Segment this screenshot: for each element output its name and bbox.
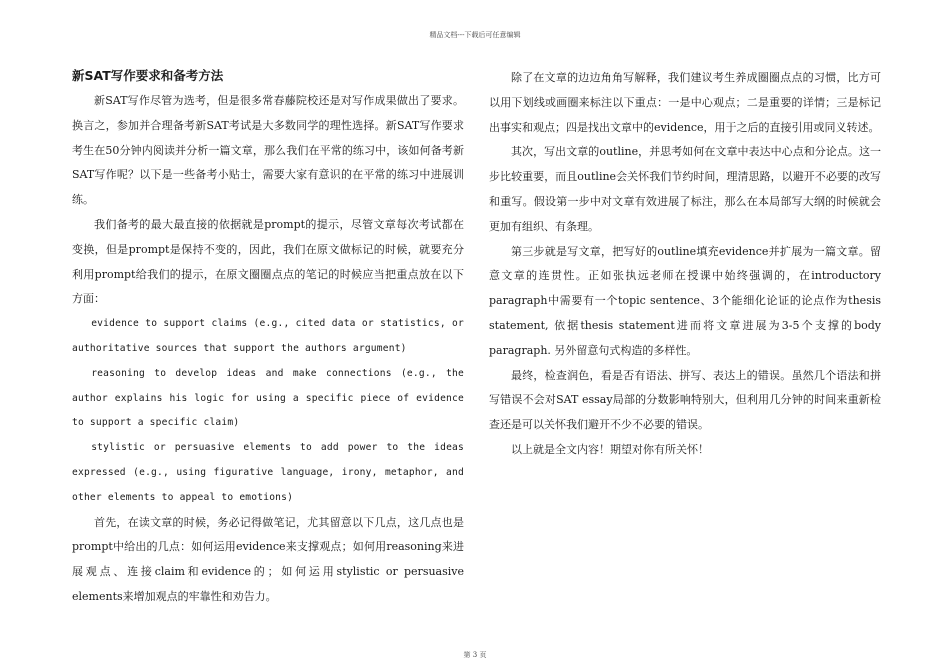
paragraph-proofread: 最终，检查润色，看是否有语法、拼写、表达上的错误。虽然几个语法和拼写错误不会对SAT essay局部的分数影响特别大，但利用几分钟的时间来重新检查还是可以关怀我们避开不少不必要的错误。: [489, 368, 881, 432]
article-title: 新SAT写作要求和备考方法: [72, 68, 224, 83]
right-column: [489, 66, 881, 463]
paragraph-intro: 新SAT写作尽管为选考，但是很多常春藤院校还是对写作成果做出了要求。换言之，参加并合理备考新SAT考试是大多数同学的理性选择。新SAT写作要求考生在50分钟内阅读并分析一篇文章，那么我们在平常的练习中，该如何备考新SAT写作呢？以下是一些备考小贴士，需要大家有意识的在平常的练习中进展训练。: [72, 94, 464, 207]
page-header: 精品文档---下载后可任意编辑: [429, 31, 521, 39]
paragraph-closing: 以上就是全文内容！期望对你有所关怀！: [511, 442, 709, 456]
paragraph-writing: 第三步就是写文章，把写好的outline填充evidence并扩展为一篇文章。留意文章的连贯性。正如张执远老师在授课中始终强调的，在introductory paragraph中需要有一个topic sentence、3个能细化论证的论点作为thesis statement, 依据thesis statement进而将文章进展为3-5个支撑的body paragraph. 另外留意句式构造的多样性。: [489, 244, 881, 357]
paragraph-stylistic: stylistic or persuasive elements to add power to the ideas expressed (e.g., using figurative language, irony, metaphor, and other elements to appeal to emotions): [72, 442, 464, 503]
page-footer: 第 3 页: [463, 651, 487, 659]
left-column: [72, 66, 464, 610]
paragraph-annotation: 除了在文章的边边角角写解释，我们建议考生养成圈圈点点的习惯，比方可以用下划线或画圈来标注以下重点：一是中心观点；二是重要的详情；三是标记出事实和观点；四是找出文章中的evidence，用于之后的直接引用或同义转述。: [489, 71, 881, 134]
paragraph-reasoning: reasoning to develop ideas and make connections (e.g., the author explains his logic for using a specific piece of evidence to support a specific claim): [72, 367, 464, 429]
paragraph-evidence: evidence to support claims (e.g., cited data or statistics, or authoritative sources that support the authors argument): [72, 318, 464, 354]
paragraph-first-step: 首先，在读文章的时候，务必记得做笔记，尤其留意以下几点，这几点也是prompt中给出的几点：如何运用evidence来支撑观点；如何用reasoning来进展观点、连接claim和evidence的；如何运用stylistic or persuasive elements来增加观点的牢靠性和劝告力。: [72, 515, 464, 603]
paragraph-prompt: 我们备考的最大最直接的依据就是prompt的提示，尽管文章每次考试都在变换，但是prompt是保持不变的，因此，我们在原文做标记的时候，就要充分利用prompt给我们的提示，在原文圈圈点点的笔记的时候应当把重点放在以下方面：: [72, 217, 464, 306]
paragraph-outline: 其次，写出文章的outline，并思考如何在文章中表达中心点和分论点。这一步比较重要，而且outline会关怀我们节约时间，理清思路，以避开不必要的改写和重写。假设第一步中对文章有效进展了标注，那么在本局部写大纲的时候就会更加有组织、有条理。: [489, 145, 881, 233]
